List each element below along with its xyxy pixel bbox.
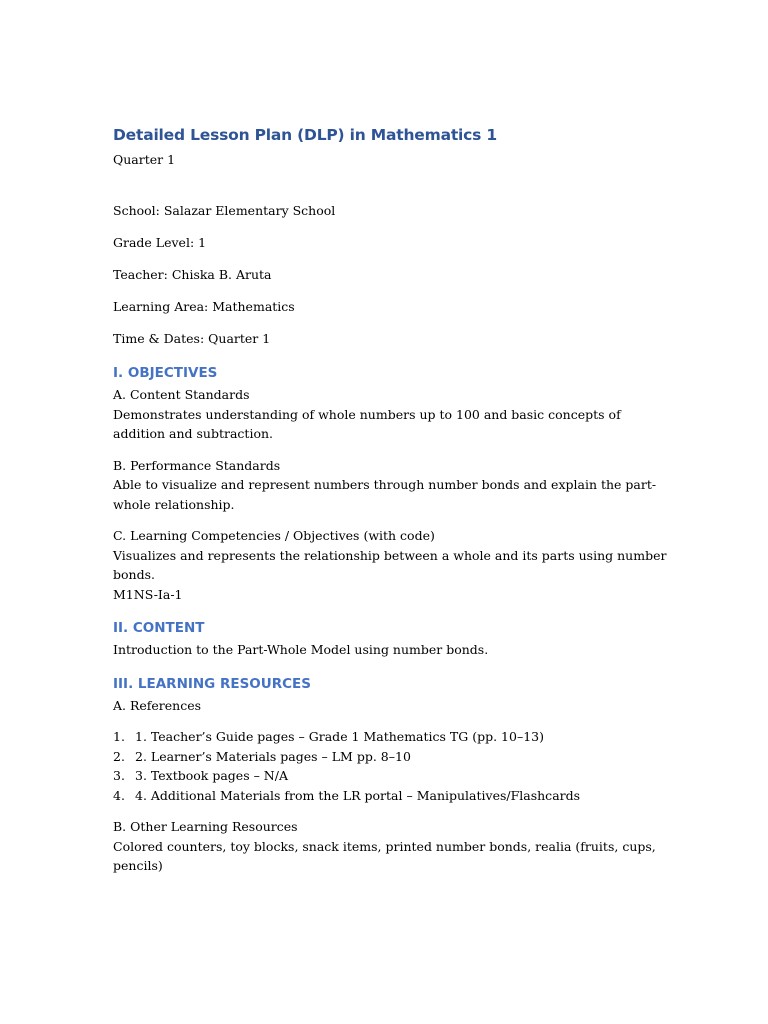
content-text: Introduction to the Part-Whole Model using number bonds.: [113, 642, 489, 657]
performance-standards-label: B. Performance Standards: [113, 457, 281, 473]
references-section: [113, 696, 673, 716]
objectives-heading: I. OBJECTIVES: [113, 365, 218, 381]
content-standards-label: A. Content Standards: [113, 387, 250, 402]
content-standards: [113, 385, 673, 444]
other-resources-text: Colored counters, toy blocks, snack items, printed number bonds, realia (fruits, cups, pencils): [113, 838, 656, 873]
list-item: [113, 727, 673, 747]
list-item-text: 3. Textbook pages – N/A: [135, 768, 288, 783]
performance-standards-text: Able to visualize and represent numbers through number bonds and explain the part-whole relationship.: [113, 477, 657, 512]
competencies-text: Visualizes and represents the relationship between a whole and its parts using number bonds.: [113, 547, 667, 582]
list-item: [113, 786, 673, 806]
other-resources-section: [113, 817, 673, 876]
field-learning-area: Learning Area: Mathematics: [113, 299, 295, 314]
document-subtitle: Quarter 1: [113, 152, 176, 167]
field-school: School: Salazar Elementary School: [113, 203, 336, 218]
list-item-number: 2.: [113, 748, 125, 764]
content-standards-text: Demonstrates understanding of whole numbers up to 100 and basic concepts of addition and subtraction.: [113, 406, 621, 441]
list-item-text: 1. Teacher’s Guide pages – Grade 1 Mathematics TG (pp. 10–13): [135, 729, 544, 744]
list-item-text: 4. Additional Materials from the LR portal – Manipulatives/Flashcards: [135, 787, 581, 803]
list-item-number: 4.: [113, 787, 125, 803]
document-page: [113, 120, 673, 888]
document-title: Detailed Lesson Plan (DLP) in Mathematics 1: [113, 126, 497, 144]
content-heading: II. CONTENT: [113, 620, 205, 636]
field-teacher: Teacher: Chiska B. Aruta: [113, 267, 272, 282]
field-time-dates: Time & Dates: Quarter 1: [113, 331, 271, 346]
other-resources-label: B. Other Learning Resources: [113, 819, 298, 834]
list-item-number: 3.: [113, 768, 125, 783]
performance-standards: [113, 456, 673, 515]
learning-resources-heading: III. LEARNING RESOURCES: [113, 675, 311, 692]
learning-competencies: [113, 526, 673, 604]
references-label: A. References: [113, 697, 202, 713]
references-list: [113, 727, 673, 805]
list-item-number: 1.: [113, 729, 125, 744]
competencies-label: C. Learning Competencies / Objectives (with code): [113, 528, 435, 543]
competencies-code: M1NS-Ia-1: [113, 586, 183, 602]
list-item: [113, 766, 673, 786]
list-item-text: 2. Learner’s Materials pages – LM pp. 8–10: [135, 748, 411, 764]
list-item: [113, 747, 673, 767]
content-section: [113, 640, 673, 660]
field-grade-level: Grade Level: 1: [113, 235, 207, 250]
